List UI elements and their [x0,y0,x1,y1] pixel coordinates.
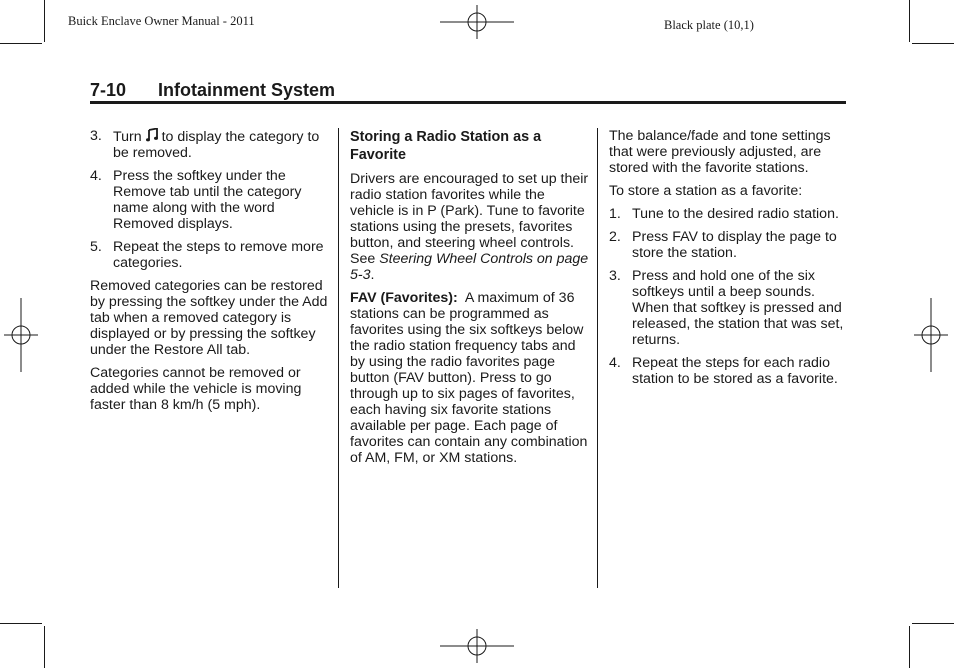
list-item [90,239,330,271]
crop-mark [0,43,42,44]
step-text: Repeat the steps for each radio station to be stored as a favorite. [632,355,838,387]
paragraph: Categories cannot be removed or added while the vehicle is moving faster than 8 km/h (5 mph). [90,365,302,413]
running-header-right: Black plate (10,1) [664,18,754,32]
step-number: 4. [609,355,621,371]
subsection-heading: Storing a Radio Station as a Favorite [350,129,542,163]
registration-mark-icon [914,298,948,372]
paragraph: To store a station as a favorite: [609,183,803,199]
registration-mark-icon [440,5,514,39]
paragraph [350,171,590,283]
step-text: Press and hold one of the six softkeys until a beep sounds. When that softkey is pressed and released, the station that was set, returns. [632,268,844,348]
step-number: 4. [90,168,102,184]
list-item [609,355,849,387]
step-number: 3. [90,128,102,144]
step-text [113,128,330,161]
title-rule [90,101,846,104]
paragraph [350,290,590,466]
step-text: Press FAV to display the page to store the station. [632,229,837,261]
list-item [90,168,330,232]
crop-mark [0,623,42,624]
crop-mark [44,0,45,42]
list-item [609,268,849,348]
crop-mark [909,0,910,42]
step-text-post: to display the category to be removed. [113,129,320,161]
step-number: 3. [609,268,621,284]
step-number: 2. [609,229,621,245]
step-text: Tune to the desired radio station. [632,206,839,222]
section-name: Infotainment System [158,80,336,100]
paragraph-text: . [370,267,375,283]
column-2 [350,128,590,473]
column-3 [609,128,849,394]
step-number: 1. [609,206,621,222]
section-title [90,80,846,102]
crop-mark [44,626,45,668]
step-text-pre: Turn [113,129,142,145]
cross-reference-link[interactable]: Steering Wheel Controls on page 5‑3 [350,251,589,283]
column-divider [338,128,339,588]
crop-mark [912,43,954,44]
column-1 [90,128,330,420]
crop-mark [912,623,954,624]
registration-mark-icon [440,629,514,663]
list-item [90,128,330,161]
paragraph: The balance/fade and tone settings that were previously adjusted, are stored with the favorite stations. [609,128,831,176]
term-text: A maximum of 36 stations can be programmed as favorites using the six softkeys below the radio station frequency tabs and by using the radio favorites page button (FAV button). Press to go through up to six pages of favorites, each having six favorite stations available per page. Each page of favorites can contain any combination of AM, FM, or XM stations. [350,290,588,466]
list-item [609,206,849,222]
section-number: 7-10 [90,80,127,100]
running-header-left: Buick Enclave Owner Manual - 2011 [68,14,255,28]
step-number: 5. [90,239,102,255]
column-divider [597,128,598,588]
list-item [609,229,849,261]
term-label: FAV (Favorites): [350,290,458,306]
paragraph: Removed categories can be restored by pressing the softkey under the Add tab when a removed category is displayed or by pressing the softkey under the Restore All tab. [90,278,328,358]
crop-mark [909,626,910,668]
paragraph-text: Drivers are encouraged to set up their radio station favorites while the vehicle is in P (Park). Tune to favorite stations using the presets, favorites button, and steering wheel controls. See [350,171,589,267]
step-text: Repeat the steps to remove more categories. [113,239,324,271]
registration-mark-icon [4,298,38,372]
step-text: Press the softkey under the Remove tab until the category name along with the word Removed displays. [113,168,302,232]
music-note-icon [146,128,158,142]
